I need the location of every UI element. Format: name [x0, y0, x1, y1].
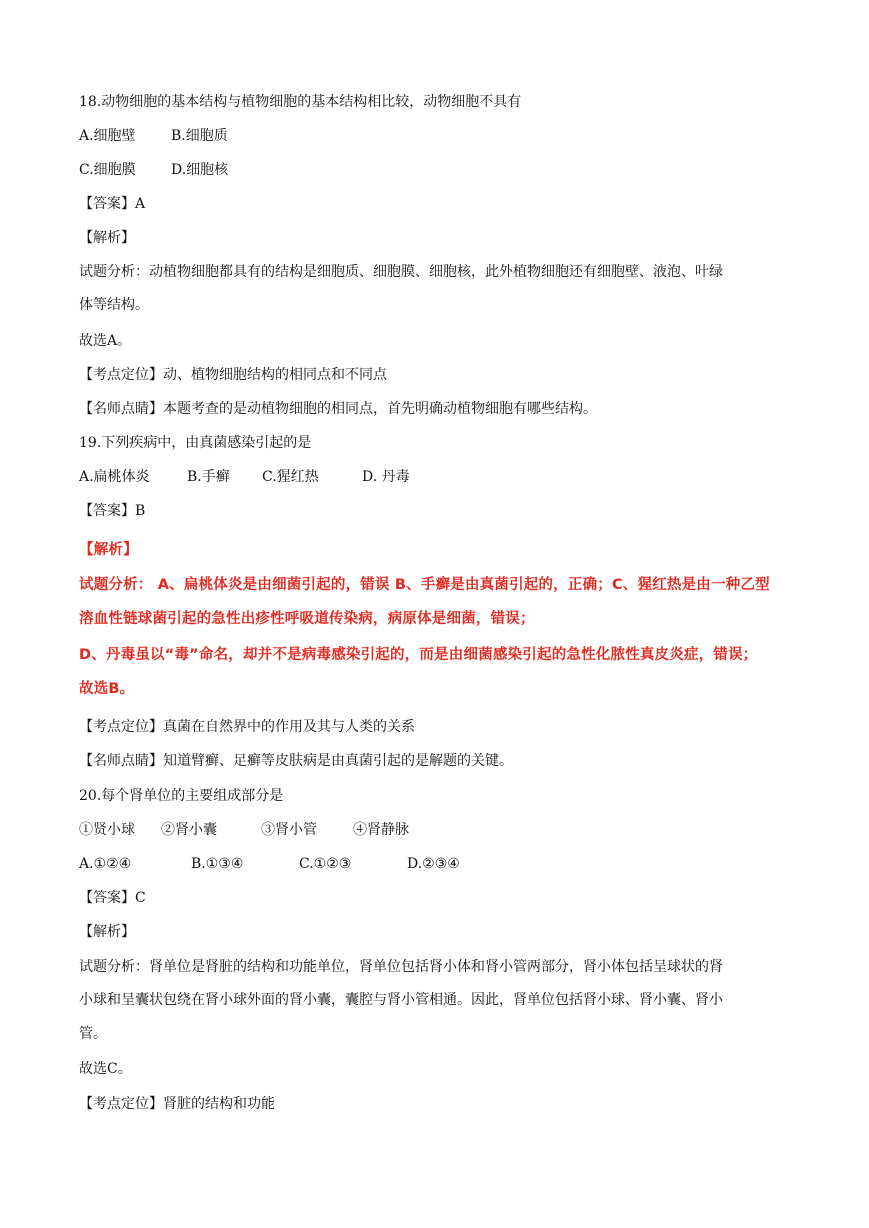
q20-items-row — [79, 821, 799, 839]
q18-options-row1 — [79, 127, 799, 145]
q19-option-a: A.扁桃体炎 — [79, 469, 150, 485]
q18-option-b: B.细胞质 — [171, 128, 228, 144]
q19-analysis-line1: 试题分析： A、扁桃体炎是由细菌引起的，错误 B、手癣是由真菌引起的，正确；C、猩红热是由一种乙型 — [79, 577, 770, 593]
q20-option-d: D.②③④ — [407, 856, 460, 872]
q18-answer: 【答案】A — [79, 196, 146, 212]
q20-option-b: B.①③④ — [191, 856, 244, 872]
q18-analysis-line1: 试题分析：动植物细胞都具有的结构是细胞质、细胞膜、细胞核，此外植物细胞还有细胞壁、液泡、叶绿 — [79, 264, 723, 280]
q19-option-b: B.手癣 — [187, 469, 230, 485]
q18-mingshi: 【名师点睛】本题考查的是动植物细胞的相同点，首先明确动植物细胞有哪些结构。 — [79, 401, 597, 417]
q19-answer: 【答案】B — [79, 503, 146, 519]
q19-choice: 故选B。 — [79, 681, 135, 697]
q18-analysis-line2: 体等结构。 — [79, 297, 149, 313]
q18-choice: 故选A。 — [79, 333, 132, 349]
q18-analysis-label: 【解析】 — [79, 230, 135, 246]
q19-option-d: D. 丹毒 — [362, 469, 410, 485]
q19-analysis-label: 【解析】 — [79, 542, 138, 558]
q20-kaodian: 【考点定位】肾脏的结构和功能 — [79, 1096, 275, 1112]
q19-kaodian: 【考点定位】真菌在自然界中的作用及其与人类的关系 — [79, 719, 415, 735]
q20-item-3: ③肾小管 — [261, 822, 317, 838]
q20-options-row — [79, 855, 799, 873]
q20-analysis-line2: 小球和呈囊状包绕在肾小球外面的肾小囊，囊腔与肾小管相通。因此，肾单位包括肾小球、肾小囊、肾小 — [79, 992, 723, 1008]
q20-analysis-label: 【解析】 — [79, 924, 135, 940]
q18-options-row2 — [79, 161, 799, 179]
q20-analysis-line3: 管。 — [79, 1026, 107, 1042]
q20-item-1: ①贤小球 — [79, 822, 135, 838]
q18-option-d: D.细胞核 — [171, 162, 229, 178]
q20-item-4: ④肾静脉 — [353, 822, 409, 838]
q20-item-2: ②肾小囊 — [161, 822, 217, 838]
q18-option-a: A.细胞壁 — [79, 128, 136, 144]
q20-option-a: A.①②④ — [79, 856, 132, 872]
q19-analysis-line2: 溶血性链球菌引起的急性出疹性呼吸道传染病，病原体是细菌，错误； — [79, 611, 535, 627]
q20-stem: 20.每个肾单位的主要组成部分是 — [79, 788, 284, 804]
q20-answer: 【答案】C — [79, 890, 146, 906]
q18-option-c: C.细胞膜 — [79, 162, 136, 178]
q19-stem: 19.下列疾病中，由真菌感染引起的是 — [79, 435, 312, 451]
q18-stem: 18.动物细胞的基本结构与植物细胞的基本结构相比较，动物细胞不具有 — [79, 94, 522, 110]
q20-option-c: C.①②③ — [299, 856, 352, 872]
q19-options-row — [79, 468, 799, 486]
q20-choice: 故选C。 — [79, 1061, 132, 1077]
q18-kaodian: 【考点定位】动、植物细胞结构的相同点和不同点 — [79, 367, 387, 383]
q19-option-c: C.猩红热 — [262, 469, 319, 485]
q20-analysis-line1: 试题分析：肾单位是肾脏的结构和功能单位，肾单位包括肾小体和肾小管两部分，肾小体包括呈球状的肾 — [79, 959, 723, 975]
q19-analysis-line3: D、丹毒虽以“毒”命名，却并不是病毒感染引起的，而是由细菌感染引起的急性化脓性真皮炎症，错误； — [79, 647, 758, 663]
q19-mingshi: 【名师点睛】知道臂癣、足癣等皮肤病是由真菌引起的是解题的关键。 — [79, 753, 513, 769]
